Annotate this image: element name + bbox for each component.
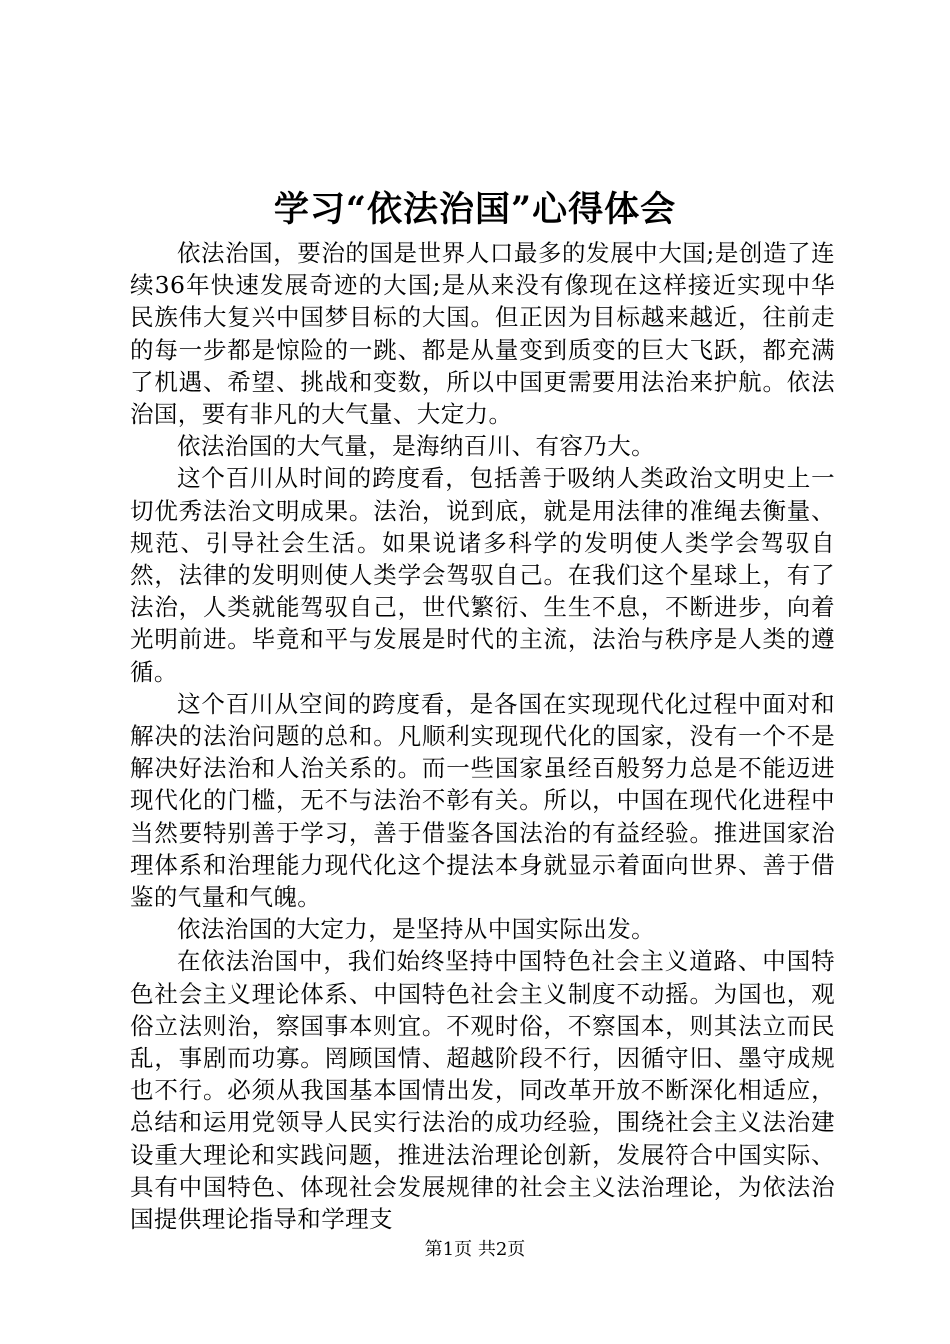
paragraph-1: 依法治国，要治的国是世界人口最多的发展中大国;是创造了连续36年快速发展奇迹的大国;是从来没有像现在这样接近实现中华民族伟大复兴中国梦目标的大国。但正因为目标越来越近，往前走的每一步都是惊险的一跳、都是从量变到质变的巨大飞跃，都充满了机遇、希望、挑战和变数，所以中国更需要用法治来护航。依法治国，要有非凡的大气量、大定力。 [130, 239, 835, 429]
document-body [130, 237, 835, 1235]
paragraph-4: 这个百川从空间的跨度看，是各国在实现现代化过程中面对和解决的法治问题的总和。凡顺利实现现代化的国家，没有一个不是解决好法治和人治关系的。而一些国家虽经百般努力总是不能迈进现代化的门槛，无不与法治不彰有关。所以，中国在现代化进程中当然要特别善于学习，善于借鉴各国法治的有益经验。推进国家治理体系和治理能力现代化这个提法本身就显示着面向世界、善于借鉴的气量和气魄。 [130, 689, 835, 912]
document-title: 学习“依法治国”心得体会 [273, 189, 677, 230]
paragraph-6: 在依法治国中，我们始终坚持中国特色社会主义道路、中国特色社会主义理论体系、中国特色社会主义制度不动摇。为国也，观俗立法则治，察国事本则宜。不观时俗，不察国本，则其法立而民乱，事剧而功寡。罔顾国情、超越阶段不行，因循守旧、墨守成规也不行。必须从我国基本国情出发，同改革开放不断深化相适应，总结和运用党领导人民实行法治的成功经验，围绕社会主义法治建设重大理论和实践问题，推进法治理论创新，发展符合中国实际、具有中国特色、体现社会发展规律的社会主义法治理论，为依法治国提供理论指导和学理支 [130, 947, 835, 1234]
page-number-footer: 第1页 共2页 [424, 1239, 526, 1260]
paragraph-3: 这个百川从时间的跨度看，包括善于吸纳人类政治文明史上一切优秀法治文明成果。法治，说到底，就是用法律的准绳去衡量、规范、引导社会生活。如果说诸多科学的发明使人类学会驾驭自然，法律的发明则使人类学会驾驭自己。在我们这个星球上，有了法治，人类就能驾驭自己，世代繁衍、生生不息，不断进步，向着光明前进。毕竟和平与发展是时代的主流，法治与秩序是人类的遵循。 [130, 464, 835, 686]
paragraph-2: 依法治国的大气量，是海纳百川、有容乃大。 [177, 432, 655, 461]
paragraph-5: 依法治国的大定力，是坚持从中国实际出发。 [177, 915, 655, 944]
